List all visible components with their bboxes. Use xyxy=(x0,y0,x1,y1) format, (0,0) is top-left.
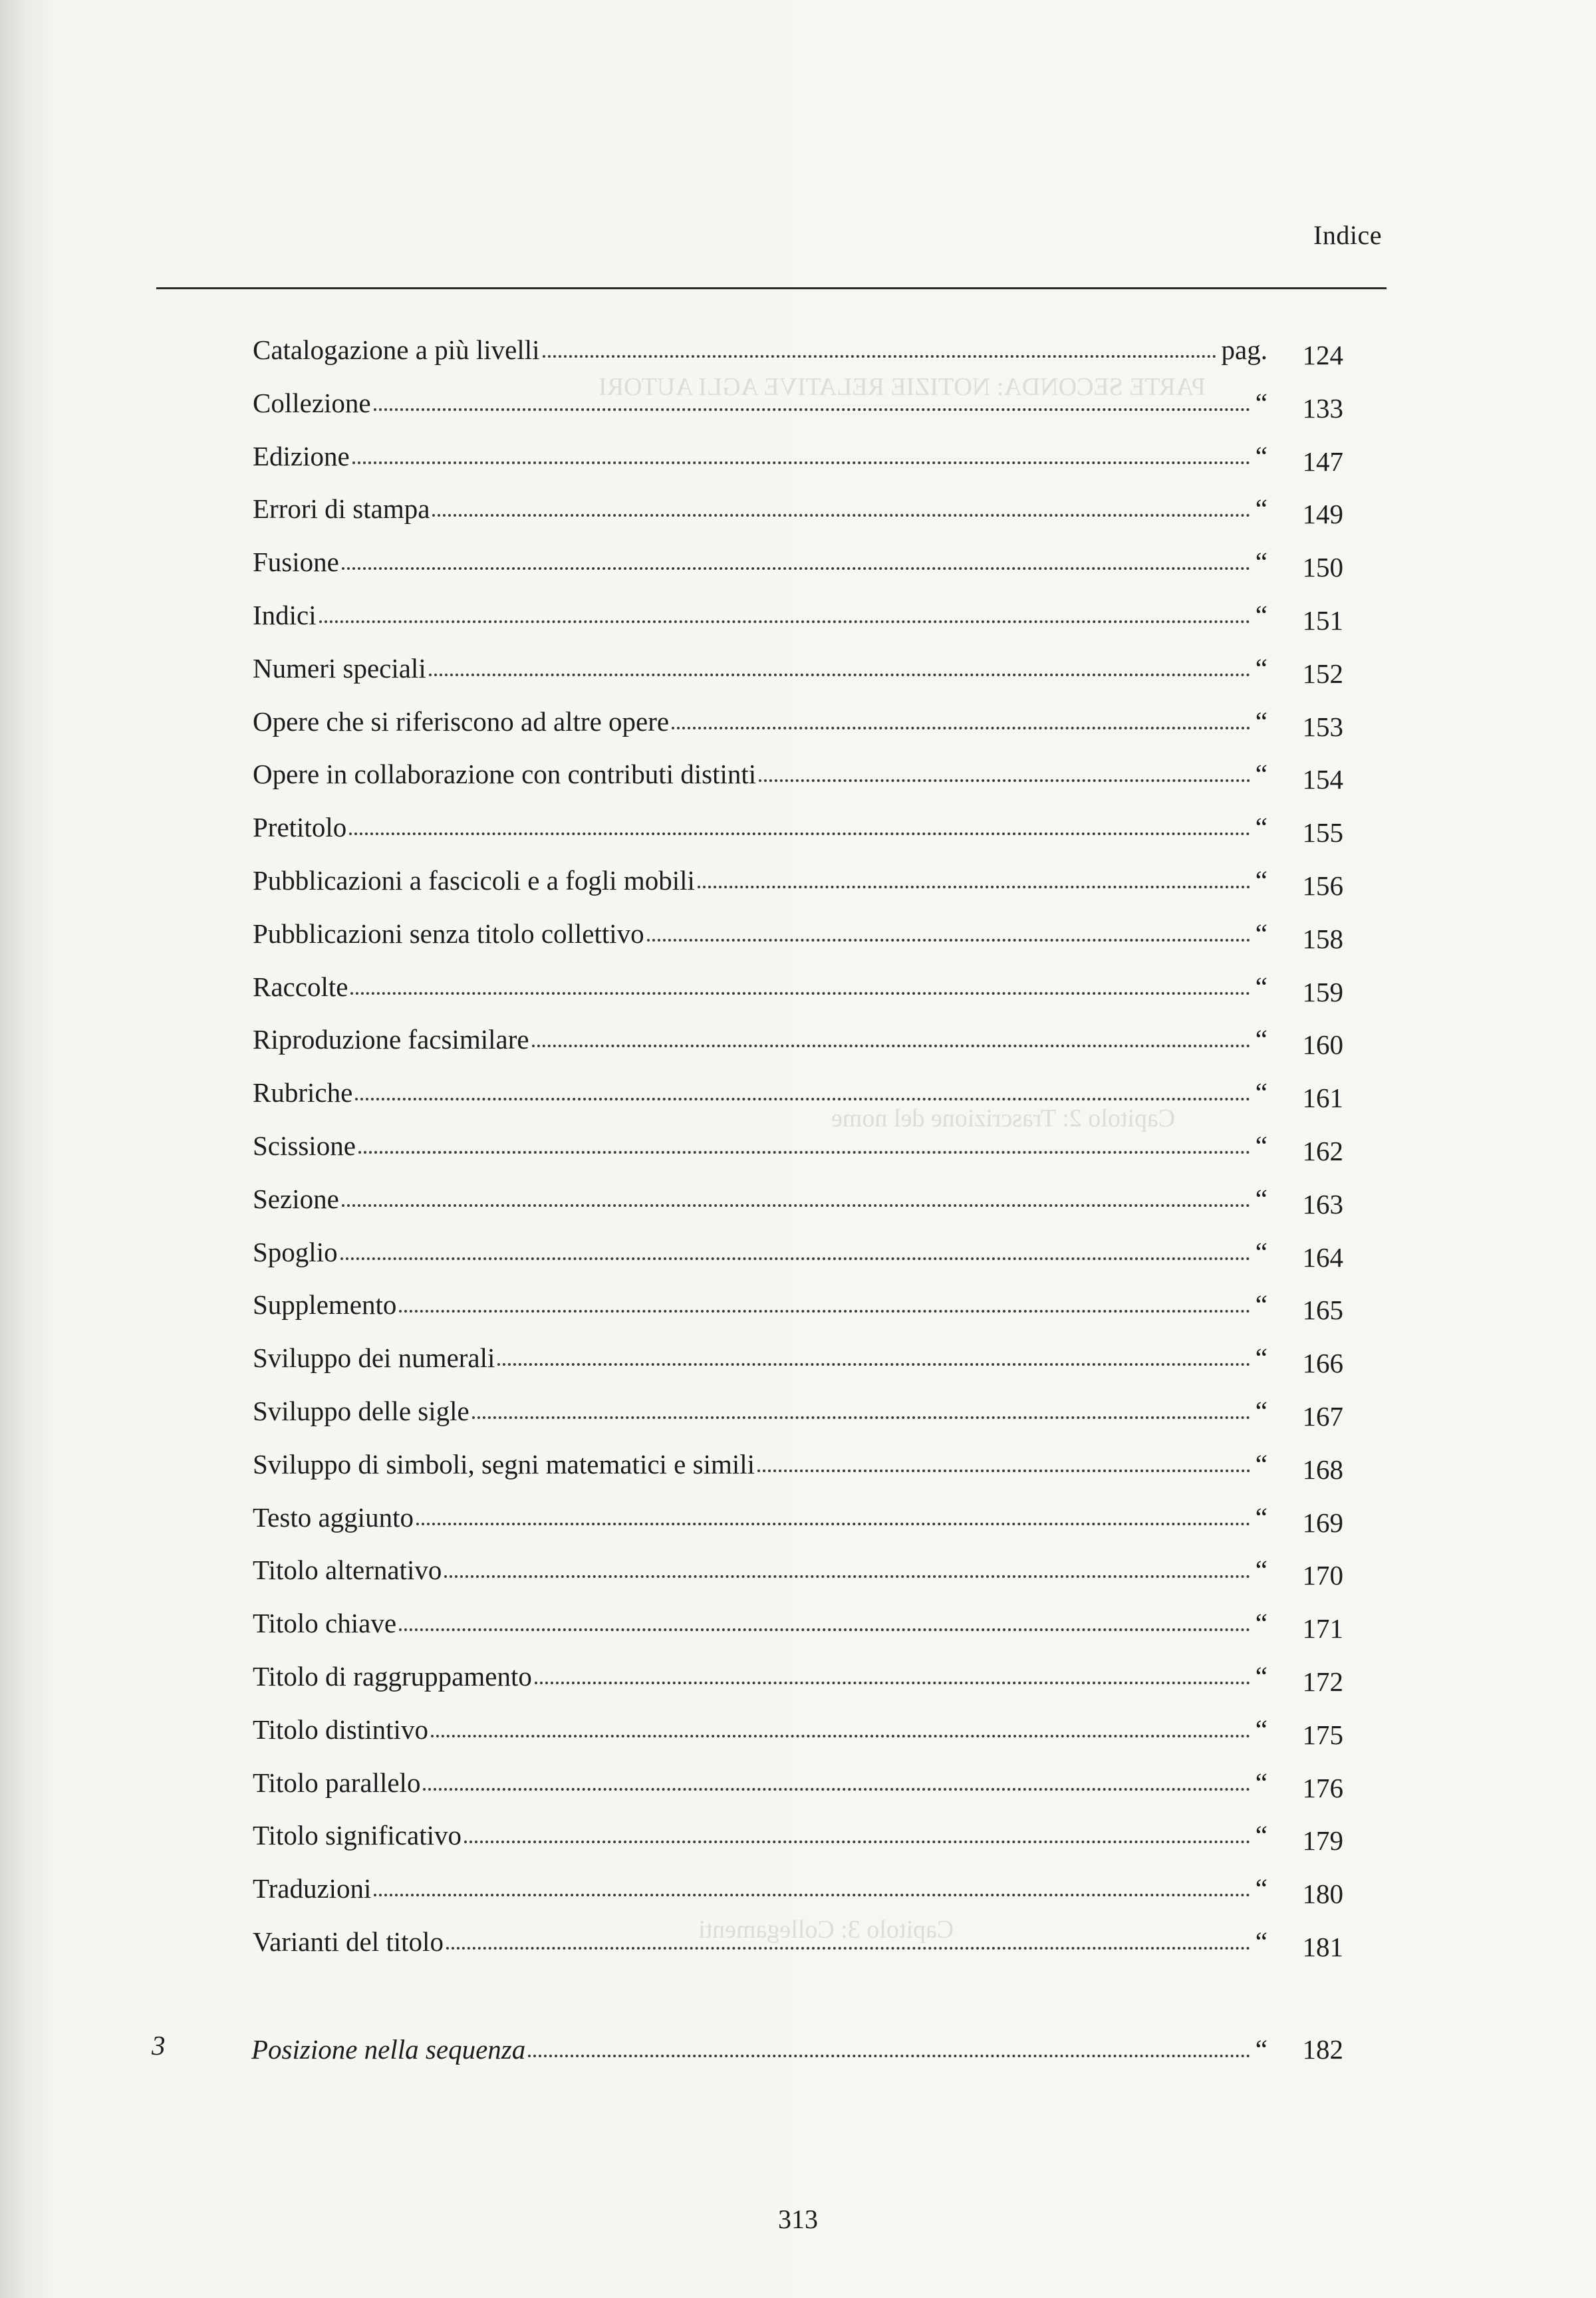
ditto-mark: “ xyxy=(1255,1077,1267,1108)
index-entry xyxy=(253,860,1343,900)
dot-leader xyxy=(472,1416,1250,1419)
ditto-mark: “ xyxy=(1255,1767,1267,1798)
page-number: 180 xyxy=(1302,1878,1343,1910)
index-entry xyxy=(253,542,1343,582)
page-number: 158 xyxy=(1302,923,1343,954)
dot-leader xyxy=(431,1735,1250,1737)
bleed-through-text: PARTE SECONDA: NOTIZIE RELATIVE AGLI AUTORI xyxy=(598,373,1206,401)
page-number: 175 xyxy=(1302,1719,1343,1750)
ditto-mark: “ xyxy=(1255,440,1267,471)
dot-leader xyxy=(757,1469,1250,1472)
page-number: 153 xyxy=(1302,711,1343,742)
section-label: Posizione nella sequenza xyxy=(251,2034,526,2065)
dot-leader xyxy=(444,1575,1250,1578)
header-rule xyxy=(156,287,1387,289)
entry-label: Fusione xyxy=(253,547,339,578)
entry-label: Spoglio xyxy=(253,1236,338,1267)
entry-label: Raccolte xyxy=(253,971,348,1002)
index-entry xyxy=(253,1338,1343,1378)
page-number: 182 xyxy=(1302,2034,1343,2065)
index-entry xyxy=(253,595,1343,635)
page-number: 176 xyxy=(1302,1772,1343,1803)
ditto-mark: “ xyxy=(1255,387,1267,418)
index-entry xyxy=(253,1922,1343,1962)
dot-leader xyxy=(528,2055,1250,2057)
page-number: 181 xyxy=(1302,1932,1343,1962)
dot-leader xyxy=(497,1363,1250,1366)
running-header: Indice xyxy=(1313,220,1382,250)
index-entry xyxy=(253,648,1343,688)
entry-label: Scissione xyxy=(253,1130,356,1161)
dot-leader xyxy=(399,1628,1250,1631)
dot-leader xyxy=(349,832,1250,835)
index-entry xyxy=(253,754,1343,794)
entry-label: Sviluppo delle sigle xyxy=(253,1396,469,1426)
page-number: 147 xyxy=(1302,446,1343,477)
ditto-mark: “ xyxy=(1255,865,1267,896)
entry-label: Titolo distintivo xyxy=(253,1714,428,1745)
dot-leader xyxy=(698,886,1250,888)
page-number: 163 xyxy=(1302,1188,1343,1219)
index-entry xyxy=(253,1497,1343,1537)
entry-label: Traduzioni xyxy=(253,1873,372,1904)
index-entry xyxy=(253,1815,1343,1855)
index-entry xyxy=(253,1232,1343,1272)
entry-label: Collezione xyxy=(253,387,371,418)
page-number: 161 xyxy=(1302,1083,1343,1114)
dot-leader xyxy=(342,1204,1250,1207)
page-number: 167 xyxy=(1302,1401,1343,1432)
ditto-mark: “ xyxy=(1255,1342,1267,1374)
page-number: 124 xyxy=(1302,340,1343,370)
entry-label: Opere che si riferiscono ad altre opere xyxy=(253,705,670,737)
ditto-mark: “ xyxy=(1255,1926,1267,1957)
page-number: 172 xyxy=(1302,1666,1343,1697)
index-entry xyxy=(253,1444,1343,1484)
index-entry xyxy=(253,330,1343,370)
ditto-mark: “ xyxy=(1255,1661,1267,1692)
page-number: 171 xyxy=(1302,1613,1343,1644)
ditto-mark: “ xyxy=(1255,1555,1267,1586)
dot-leader xyxy=(647,939,1250,942)
ditto-mark: “ xyxy=(1255,652,1267,684)
dot-leader xyxy=(374,408,1250,411)
entry-label: Riproduzione facsimilare xyxy=(253,1024,529,1055)
page-number: 170 xyxy=(1302,1560,1343,1591)
ditto-mark: “ xyxy=(1255,971,1267,1002)
ditto-mark: “ xyxy=(1255,600,1267,630)
section-number: 3 xyxy=(152,2030,166,2061)
dot-leader xyxy=(672,727,1250,729)
index-entry xyxy=(253,383,1343,423)
entry-label: Pubblicazioni a fascicoli e a fogli mobili xyxy=(253,865,695,896)
page-number: 159 xyxy=(1302,976,1343,1007)
index-entry xyxy=(253,807,1343,847)
entry-label: Pretitolo xyxy=(253,812,347,843)
page-number: 154 xyxy=(1302,764,1343,795)
index-entry xyxy=(253,1073,1343,1112)
ditto-mark: “ xyxy=(1255,1873,1267,1904)
entry-label: Titolo significativo xyxy=(253,1820,462,1851)
dot-leader xyxy=(429,674,1250,676)
dot-leader xyxy=(342,567,1250,570)
ditto-mark: “ xyxy=(1255,1289,1267,1321)
entry-label: Sviluppo di simboli, segni matematici e simili xyxy=(253,1448,755,1479)
dot-leader xyxy=(432,514,1250,517)
dot-leader xyxy=(350,992,1250,995)
page-number: 149 xyxy=(1302,499,1343,530)
ditto-mark: “ xyxy=(1255,1820,1267,1851)
entry-label: Supplemento xyxy=(253,1289,397,1321)
ditto-mark: “ xyxy=(1255,1130,1267,1161)
index-entry xyxy=(253,1126,1343,1166)
ditto-mark: “ xyxy=(1255,1396,1267,1426)
page-number: 156 xyxy=(1302,870,1343,901)
index-entry xyxy=(253,1868,1343,1908)
page-number: 133 xyxy=(1302,392,1343,424)
page-number: 162 xyxy=(1302,1136,1343,1166)
index-entry xyxy=(253,702,1343,741)
page-number: 179 xyxy=(1302,1825,1343,1856)
entry-label: Opere in collaborazione con contributi distinti xyxy=(253,759,757,790)
page-number: 169 xyxy=(1302,1507,1343,1538)
entry-label: Sviluppo dei numerali xyxy=(253,1342,495,1374)
dot-leader xyxy=(319,620,1250,623)
page-number: 152 xyxy=(1302,658,1343,689)
ditto-mark: “ xyxy=(1255,1501,1267,1533)
ditto-mark: “ xyxy=(1255,1714,1267,1745)
dot-leader xyxy=(423,1788,1250,1791)
page-folio: 313 xyxy=(778,2204,818,2234)
dot-leader xyxy=(446,1947,1250,1950)
entry-label: Numeri speciali xyxy=(253,652,426,684)
dot-leader xyxy=(543,355,1216,358)
index-entry xyxy=(253,1179,1343,1219)
entry-label: Pubblicazioni senza titolo collettivo xyxy=(253,918,644,949)
ditto-mark: “ xyxy=(1255,493,1267,525)
index-entry xyxy=(253,436,1343,476)
index-entry xyxy=(253,1763,1343,1803)
ditto-mark: “ xyxy=(1255,547,1267,578)
dot-leader xyxy=(352,461,1250,464)
page-number: 164 xyxy=(1302,1241,1343,1273)
index-entry xyxy=(253,1603,1343,1643)
ditto-mark: “ xyxy=(1255,705,1267,737)
entry-label: Titolo parallelo xyxy=(253,1767,421,1798)
dot-leader xyxy=(355,1098,1250,1100)
page-number: 155 xyxy=(1302,817,1343,848)
ditto-mark: “ xyxy=(1255,1608,1267,1639)
entry-label: Catalogazione a più livelli xyxy=(253,334,540,365)
entry-label: Titolo chiave xyxy=(253,1608,397,1639)
page-number: 165 xyxy=(1302,1295,1343,1326)
page-number: 168 xyxy=(1302,1454,1343,1485)
entry-label: Titolo alternativo xyxy=(253,1555,442,1586)
dot-leader xyxy=(374,1894,1250,1896)
page-number: 150 xyxy=(1302,552,1343,583)
page-number: 151 xyxy=(1302,605,1343,636)
index-entry xyxy=(253,1019,1343,1059)
index-entry xyxy=(253,1656,1343,1696)
ditto-mark: “ xyxy=(1255,2034,1267,2065)
entry-label: Errori di stampa xyxy=(253,493,430,525)
index-entry xyxy=(253,489,1343,529)
dot-leader xyxy=(340,1257,1250,1260)
dot-leader xyxy=(416,1523,1250,1525)
entry-label: Rubriche xyxy=(253,1077,353,1108)
index-entry xyxy=(253,1285,1343,1325)
ditto-mark: “ xyxy=(1255,812,1267,843)
bleed-through-text: Capitolo 2: Trascrizione del nome xyxy=(831,1104,1176,1132)
bleed-through-text: Capitolo 3: Collegamenti xyxy=(698,1916,954,1944)
dot-leader xyxy=(399,1310,1250,1313)
entry-label: Edizione xyxy=(253,440,350,471)
entry-label: Testo aggiunto xyxy=(253,1501,414,1533)
ditto-mark: “ xyxy=(1255,1024,1267,1055)
entry-label: Varianti del titolo xyxy=(253,1926,444,1957)
index-entry xyxy=(253,1550,1343,1590)
ditto-mark: “ xyxy=(1255,1183,1267,1214)
index-entry xyxy=(253,967,1343,1007)
page-number: 166 xyxy=(1302,1348,1343,1379)
entry-label: Indici xyxy=(253,600,317,630)
index-entry xyxy=(253,1710,1343,1749)
page-number: 160 xyxy=(1302,1029,1343,1061)
ditto-mark: “ xyxy=(1255,759,1267,790)
index-entry xyxy=(253,914,1343,954)
ditto-mark: pag. xyxy=(1221,334,1267,365)
entry-label: Sezione xyxy=(253,1183,339,1214)
dot-leader xyxy=(535,1682,1250,1684)
ditto-mark: “ xyxy=(1255,1236,1267,1267)
dot-leader xyxy=(358,1151,1250,1154)
section-entry xyxy=(251,2029,1343,2069)
index-entry xyxy=(253,1391,1343,1431)
dot-leader xyxy=(464,1841,1250,1843)
entry-label: Titolo di raggruppamento xyxy=(253,1661,532,1692)
dot-leader xyxy=(532,1045,1250,1047)
dot-leader xyxy=(759,779,1250,782)
ditto-mark: “ xyxy=(1255,1448,1267,1479)
ditto-mark: “ xyxy=(1255,918,1267,949)
